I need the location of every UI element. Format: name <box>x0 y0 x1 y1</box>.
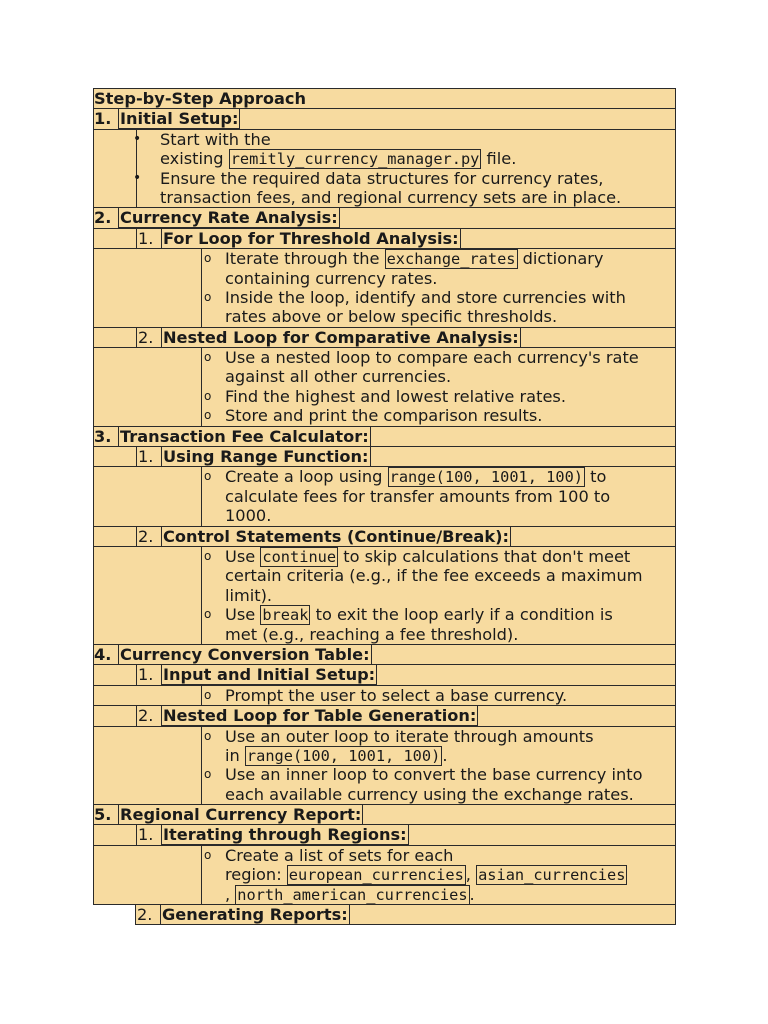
circle-bullet-icon: o <box>204 388 212 403</box>
inline-code: break <box>262 606 309 625</box>
bullet-icon: • <box>133 130 142 147</box>
text-segment: Inside the loop, identify and store currencies with <box>225 287 626 307</box>
text-segment: Start with the <box>160 129 271 149</box>
sub-bullet-group <box>93 686 676 706</box>
subsection-heading <box>93 328 676 348</box>
inline-code: continue <box>262 547 337 566</box>
sub-bullet-list <box>201 467 675 525</box>
text-segment: , <box>465 865 477 885</box>
subsection-heading <box>93 665 676 685</box>
page-title: Step-by-Step Approach <box>94 89 306 108</box>
sub-bullet-list <box>201 547 675 644</box>
circle-bullet-icon: o <box>204 350 212 365</box>
text-segment: met (e.g., reaching a fee threshold). <box>225 624 519 644</box>
list-item <box>202 765 675 784</box>
text-segment: . <box>442 745 448 765</box>
text-segment: Use <box>225 546 261 566</box>
text-segment: Ensure the required data structures for currency rates, <box>160 168 604 188</box>
inline-code: european_currencies <box>288 866 464 885</box>
section-heading <box>93 109 676 129</box>
section-heading <box>93 805 676 825</box>
section-number: 5. <box>94 805 112 825</box>
subsection-heading-line <box>136 447 675 466</box>
inline-code: asian_currencies <box>478 866 626 885</box>
list-item <box>202 307 675 326</box>
section-heading-line <box>94 645 675 664</box>
subsection-heading <box>135 905 676 925</box>
text-segment: certain criteria (e.g., if the fee exceeds a maximum <box>225 566 643 586</box>
list-item <box>202 406 675 425</box>
text-segment: in <box>225 745 245 765</box>
subsection-heading <box>93 229 676 249</box>
subsection-heading <box>93 706 676 726</box>
sub-bullet-list <box>201 846 675 904</box>
circle-bullet-icon: o <box>204 728 212 743</box>
subsection-number: 1. <box>138 228 154 248</box>
subsection-label: Using Range Function: <box>163 447 369 467</box>
subsection-heading-line <box>136 825 675 844</box>
subsection-number: 2. <box>138 526 154 546</box>
section-number: 3. <box>94 426 112 446</box>
list-item <box>202 625 675 644</box>
section-heading-line <box>94 427 675 446</box>
subsection-heading <box>93 825 676 845</box>
text-segment: region: <box>225 865 287 885</box>
subsection-heading-line <box>136 229 675 248</box>
section-number: 4. <box>94 644 112 664</box>
circle-bullet-icon: o <box>204 469 212 484</box>
subsection-number: 2. <box>138 327 154 347</box>
section-heading <box>93 208 676 228</box>
circle-bullet-icon: o <box>204 289 212 304</box>
list-item <box>202 506 675 525</box>
inline-code: range(100, 1001, 100) <box>246 746 441 765</box>
bullet-list <box>133 129 675 208</box>
list-item <box>202 348 675 367</box>
text-segment: Prompt the user to select a base currency. <box>225 685 568 705</box>
text-segment: to exit the loop early if a condition is <box>310 605 613 625</box>
circle-bullet-icon: o <box>204 687 212 702</box>
list-item <box>202 586 675 605</box>
text-segment: , <box>225 884 236 904</box>
list-item <box>202 288 675 307</box>
subsection-label: Iterating through Regions: <box>163 825 407 845</box>
inline-code: north_american_currencies <box>237 885 468 904</box>
text-segment: containing currency rates. <box>225 268 438 288</box>
subsection-heading-line <box>136 665 675 684</box>
text-segment: existing <box>160 149 229 169</box>
section-label: Regional Currency Report: <box>120 805 362 825</box>
sub-bullet-group <box>93 348 676 427</box>
subsection-label: Control Statements (Continue/Break): <box>163 526 509 546</box>
text-segment: Use <box>225 605 261 625</box>
text-segment: Create a loop using <box>225 467 388 487</box>
section-label: Initial Setup: <box>120 109 239 129</box>
subsection-heading-line <box>136 706 675 725</box>
subsection-heading-line <box>136 328 675 347</box>
subsection-label: Nested Loop for Comparative Analysis: <box>163 327 519 347</box>
list-item <box>202 387 675 406</box>
inline-code: range(100, 1001, 100) <box>389 468 584 487</box>
circle-bullet-icon: o <box>204 767 212 782</box>
subsection-label: Nested Loop for Table Generation: <box>163 706 477 726</box>
section-number: 2. <box>94 208 112 228</box>
text-segment: transaction fees, and regional currency sets are in place. <box>160 187 622 207</box>
list-item <box>202 846 675 865</box>
text-segment: Iterate through the <box>225 249 385 269</box>
text-segment: to <box>585 467 607 487</box>
document <box>93 88 676 925</box>
list-item <box>202 487 675 506</box>
list-item <box>202 367 675 386</box>
text-segment: to skip calculations that don't meet <box>338 546 631 566</box>
circle-bullet-icon: o <box>204 847 212 862</box>
subsection-heading <box>93 527 676 547</box>
section-label: Transaction Fee Calculator: <box>120 426 369 446</box>
section-heading-line <box>94 109 675 128</box>
subsection-number: 1. <box>138 447 154 467</box>
section-label: Currency Rate Analysis: <box>120 208 338 228</box>
list-item <box>202 467 675 486</box>
text-segment: Use a nested loop to compare each currency's rate <box>225 348 639 368</box>
list-item <box>137 188 675 207</box>
subsection-number: 2. <box>137 905 153 925</box>
text-segment: calculate fees for transfer amounts from 100 to <box>225 486 611 506</box>
section-heading-line <box>94 208 675 227</box>
circle-bullet-icon: o <box>204 251 212 266</box>
sub-bullet-group <box>93 846 676 905</box>
text-segment: rates above or below specific thresholds. <box>225 307 558 327</box>
section-heading <box>93 427 676 447</box>
sub-bullet-list <box>201 727 675 805</box>
text-segment: limit). <box>225 585 273 605</box>
inline-code: exchange_rates <box>386 250 516 269</box>
subsection-number: 1. <box>138 825 154 845</box>
sub-bullet-list <box>201 686 675 705</box>
list-item <box>202 686 675 705</box>
bullet-group <box>93 130 676 209</box>
sub-bullet-group <box>93 467 676 526</box>
list-item <box>202 249 675 268</box>
sub-bullet-list <box>201 249 675 327</box>
sub-bullet-group <box>93 727 676 806</box>
circle-bullet-icon: o <box>204 548 212 563</box>
text-segment: . <box>469 884 475 904</box>
section-heading-line <box>94 805 675 824</box>
list-item <box>202 547 675 566</box>
sub-bullet-group <box>93 547 676 645</box>
subsection-number: 2. <box>138 706 154 726</box>
text-segment: each available currency using the exchange rates. <box>225 784 634 804</box>
text-segment: Store and print the comparison results. <box>225 406 543 426</box>
list-item <box>137 149 675 168</box>
text-segment: dictionary <box>517 249 604 269</box>
circle-bullet-icon: o <box>204 408 212 423</box>
list-item <box>202 566 675 585</box>
text-segment: Create a list of sets for each <box>225 845 454 865</box>
list-item <box>202 727 675 746</box>
text-segment: 1000. <box>225 506 272 526</box>
text-segment: Use an inner loop to convert the base currency into <box>225 765 643 785</box>
circle-bullet-icon: o <box>204 607 212 622</box>
text-segment: Find the highest and lowest relative rates. <box>225 386 566 406</box>
list-item <box>202 605 675 624</box>
subsection-label: Input and Initial Setup: <box>163 665 376 685</box>
subsection-heading-line <box>136 527 675 546</box>
list-item <box>202 885 675 904</box>
bullet-icon: • <box>133 169 142 186</box>
text-segment: against all other currencies. <box>225 367 452 387</box>
sub-bullet-list <box>201 348 675 426</box>
text-segment: Use an outer loop to iterate through amounts <box>225 726 594 746</box>
subsection-heading-line <box>136 905 675 924</box>
section-label: Currency Conversion Table: <box>120 644 370 664</box>
section-heading <box>93 645 676 665</box>
inline-code: remitly_currency_manager.py <box>230 150 480 169</box>
list-item <box>202 785 675 804</box>
list-item <box>202 746 675 765</box>
subsection-heading <box>93 447 676 467</box>
list-item <box>202 269 675 288</box>
section-number: 1. <box>94 109 112 129</box>
list-item <box>133 168 675 188</box>
subsection-label: Generating Reports: <box>162 905 348 925</box>
subsection-label: For Loop for Threshold Analysis: <box>163 228 459 248</box>
subsection-number: 1. <box>138 665 154 685</box>
list-item <box>133 129 675 149</box>
title-row <box>93 88 676 109</box>
list-item <box>202 865 675 884</box>
text-segment: file. <box>481 149 517 169</box>
sub-bullet-group <box>93 249 676 328</box>
